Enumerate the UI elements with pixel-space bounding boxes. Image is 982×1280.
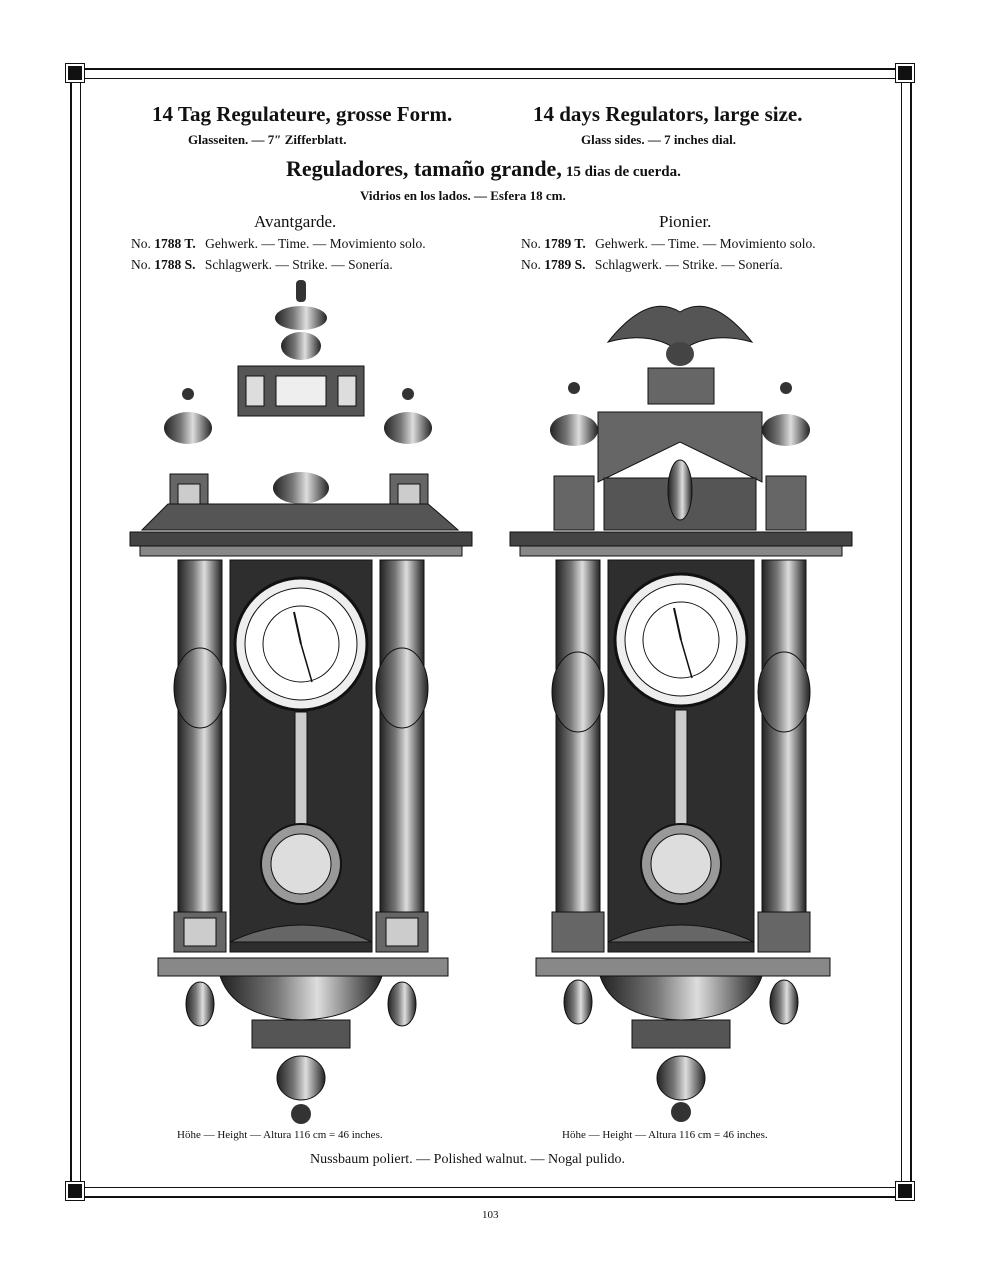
spanish-title-main: Reguladores, tamaño grande, <box>286 156 562 181</box>
model-row <box>521 236 816 252</box>
spanish-title-small: 15 dias de cuerda. <box>565 164 681 180</box>
model-name-avantgarde: Avantgarde. <box>254 212 337 231</box>
spanish-title <box>286 156 681 182</box>
row-desc: Schlagwerk. — Strike. — Sonería. <box>594 257 783 272</box>
left-column <box>552 560 604 952</box>
right-column <box>376 560 428 952</box>
left-column <box>174 560 226 952</box>
corner-ornament <box>896 64 914 82</box>
model-row <box>131 236 426 252</box>
english-title: 14 days Regulators, large size. <box>533 102 803 126</box>
german-subtitle: Glasseiten. — 7″ Zifferblatt. <box>188 132 347 147</box>
eagle-ornament <box>608 306 752 366</box>
clock-illustration-pionier <box>508 282 854 1128</box>
model-row <box>521 257 783 273</box>
row-code: 1788 T. <box>154 236 196 251</box>
corner-ornament <box>66 1182 84 1200</box>
row-code: 1788 S. <box>154 257 196 272</box>
row-desc: Schlagwerk. — Strike. — Sonería. <box>204 257 393 272</box>
page-number: 103 <box>482 1209 499 1221</box>
height-caption-right: Höhe — Height — Altura 116 cm = 46 inches. <box>562 1129 768 1141</box>
left-finial <box>550 382 598 530</box>
german-title: 14 Tag Regulateure, grosse Form. <box>152 102 453 126</box>
spanish-subtitle: Vidrios en los lados. — Esfera 18 cm. <box>360 188 566 203</box>
right-finial <box>762 382 810 530</box>
row-code: 1789 S. <box>544 257 586 272</box>
row-no-label: No. <box>521 257 541 272</box>
crown-finial <box>238 280 364 520</box>
height-caption-left: Höhe — Height — Altura 116 cm = 46 inches. <box>177 1129 383 1141</box>
finish-line: Nussbaum poliert. — Polished walnut. — Nogal pulido. <box>310 1152 625 1167</box>
row-no-label: No. <box>131 257 151 272</box>
clock-dial <box>235 578 367 710</box>
row-no-label: No. <box>131 236 151 251</box>
row-code: 1789 T. <box>544 236 586 251</box>
model-name-pionier: Pionier. <box>659 212 712 231</box>
corner-ornament <box>896 1182 914 1200</box>
row-desc: Gehwerk. — Time. — Movimiento solo. <box>205 236 426 251</box>
right-column <box>758 560 810 952</box>
clock-illustration-avantgarde <box>128 278 474 1128</box>
english-subtitle: Glass sides. — 7 inches dial. <box>581 132 736 147</box>
row-no-label: No. <box>521 236 541 251</box>
clock-dial <box>615 574 747 706</box>
corner-ornament <box>66 64 84 82</box>
row-desc: Gehwerk. — Time. — Movimiento solo. <box>595 236 816 251</box>
model-row <box>131 257 393 273</box>
